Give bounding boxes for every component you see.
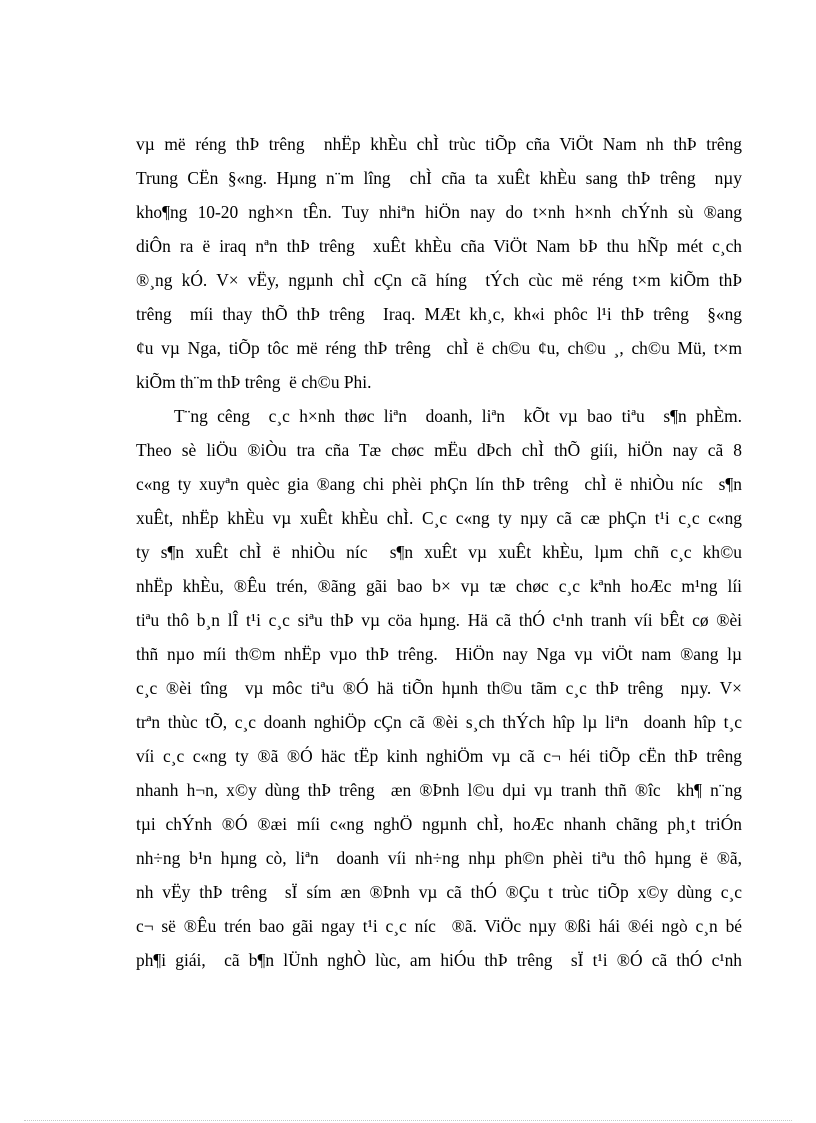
text-line: tµi chÝnh ®Ó ®æi míi c«ng nghÖ ngµnh chÌ, hoÆc nhanh chãng ph¸t triÓn [136,814,742,834]
text-line: víi c¸c c«ng ty ®ã ®Ó häc tËp kinh nghiÖm vµ cã c¬ héi tiÕp cËn thÞ trêng [136,746,742,766]
text-line: trªn thùc tÕ, c¸c doanh nghiÖp cÇn cã ®èi s¸ch thÝch hîp lµ liªn doanh hîp t¸c [136,712,742,732]
text-line: ®¸ng kÓ. V× vËy, ngµnh chÌ cÇn cã híng tÝch cùc më réng t×m kiÕm thÞ [136,270,742,290]
text-line: kho¶ng 10-20 ngh×n tÊn. Tuy nhiªn hiÖn nay do t×nh h×nh chÝnh sù ®ang [136,202,742,222]
text-line: trêng míi thay thÕ thÞ trêng Iraq. MÆt kh¸c, kh«i phôc l¹i thÞ trêng §«ng [136,304,742,324]
text-line: nhËp khÈu, ®Êu trén, ®ãng gãi bao b× vµ tæ chøc c¸c kªnh hoÆc m¹ng líi [136,576,742,596]
text-line: vµ më réng thÞ trêng nhËp khÈu chÌ trùc tiÕp cña ViÖt Nam nh thÞ trêng [136,134,742,154]
text-line: c¬ së ®Êu trén bao gãi ngay t¹i c¸c níc ®ã. ViÖc nµy ®ßi hái ®éi ngò c¸n bé [136,916,742,936]
text-line: xuÊt, nhËp khÈu vµ xuÊt khÈu chÌ. C¸c c«ng ty nµy cã cæ phÇn t¹i c¸c c«ng [136,508,742,528]
text-line: diÔn ra ë iraq nªn thÞ trêng xuÊt khÈu cña ViÖt Nam bÞ thu hÑp mét c¸ch [136,236,742,256]
text-line: nh÷ng b¹n hµng cò, liªn doanh víi nh÷ng nhµ ph©n phèi tiªu thô hµng ë ®ã, [136,848,742,868]
text-line: thñ nµo míi th©m nhËp vµo thÞ trêng. HiÖn nay Nga vµ viÖt nam ®ang lµ [136,644,742,664]
page-bottom-divider [24,1120,792,1121]
text-line: c¸c ®èi tîng vµ môc tiªu ®Ó hä tiÕn hµnh th©u tãm c¸c thÞ trêng nµy. V× [136,678,742,698]
text-line: nhanh h¬n, x©y dùng thÞ trêng æn ®Þnh l©u dµi vµ tranh thñ ®îc kh¶ n¨ng [136,780,742,800]
paragraph-first-line: T¨ng cêng c¸c h×nh thøc liªn doanh, liªn kÕt vµ bao tiªu s¶n phÈm. [174,406,742,426]
text-line: nh vËy thÞ trêng sÏ sím æn ®Þnh vµ cã thÓ ®Çu t trùc tiÕp x©y dùng c¸c [136,882,742,902]
text-line: ¢u vµ Nga, tiÕp tôc më réng thÞ trêng chÌ ë ch©u ¢u, ch©u ¸, ch©u Mü, t×m [136,338,742,358]
text-line: ty s¶n xuÊt chÌ ë nhiÒu níc s¶n xuÊt vµ xuÊt khÈu, lµm chñ c¸c kh©u [136,542,742,562]
text-line: c«ng ty xuyªn quèc gia ®ang chi phèi phÇn lín thÞ trêng chÌ ë nhiÒu níc s¶n [136,474,742,494]
text-line: ph¶i giái, cã b¶n lÜnh nghÒ lùc, am hiÓu thÞ trêng sÏ t¹i ®Ó cã thÓ c¹nh [136,950,742,970]
text-line: kiÕm th¨m thÞ trêng ë ch©u Phi. [136,372,372,392]
text-line: Theo sè liÖu ®iÒu tra cña Tæ chøc mËu dÞch chÌ thÕ giíi, hiÖn nay cã 8 [136,440,742,460]
text-line: tiªu thô b¸n lÎ t¹i c¸c siªu thÞ vµ cöa hµng. Hä cã thÓ c¹nh tranh víi bÊt cø ®èi [136,610,742,630]
text-line: Trung CËn §«ng. Hµng n¨m lîng chÌ cña ta xuÊt khÈu sang thÞ trêng nµy [136,168,742,188]
